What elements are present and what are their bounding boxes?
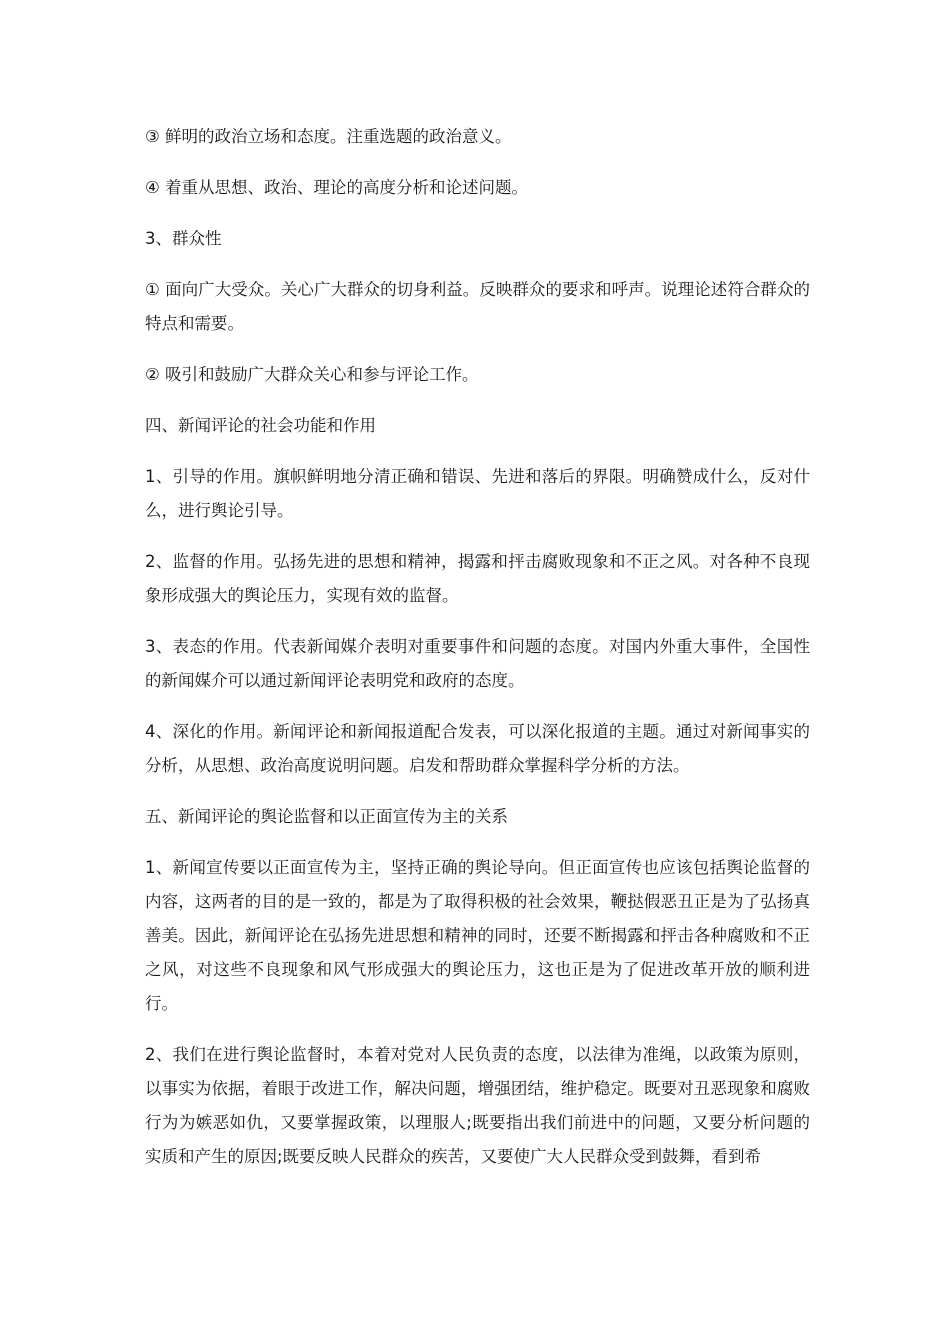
paragraph-10: 4、深化的作用。新闻评论和新闻报道配合发表，可以深化报道的主题。通过对新闻事实的分析，从思想、政治高度说明问题。启发和帮助群众掌握科学分析的方法。 bbox=[145, 722, 810, 775]
paragraph-4: ① 面向广大受众。关心广大群众的切身利益。反映群众的要求和呼声。说理论述符合群众的特点和需要。 bbox=[145, 280, 810, 333]
paragraph-7: 1、引导的作用。旗帜鲜明地分清正确和错误、先进和落后的界限。明确赞成什么，反对什么，进行舆论引导。 bbox=[145, 467, 810, 520]
paragraph-13: 2、我们在进行舆论监督时，本着对党对人民负责的态度，以法律为准绳，以政策为原则，以事实为依据，着眼于改进工作，解决问题，增强团结，维护稳定。既要对丑恶现象和腐败行为为嫉恶如仇，又要掌握政策，以理服人;既要指出我们前进中的问题，又要分析问题的实质和产生的原因;既要反映人民群众的疾苦，又要使广大人民群众受到鼓舞，看到希 bbox=[145, 1045, 810, 1166]
paragraph-9: 3、表态的作用。代表新闻媒介表明对重要事件和问题的态度。对国内外重大事件，全国性的新闻媒介可以通过新闻评论表明党和政府的态度。 bbox=[145, 637, 810, 690]
paragraph-12: 1、新闻宣传要以正面宣传为主，坚持正确的舆论导向。但正面宣传也应该包括舆论监督的内容，这两者的目的是一致的，都是为了取得积极的社会效果，鞭挞假恶丑正是为了弘扬真善美。因此，新闻评论在弘扬先进思想和精神的同时，还要不断揭露和抨击各种腐败和不正之风，对这些不良现象和风气形成强大的舆论压力，这也正是为了促进改革开放的顺利进行。 bbox=[145, 858, 810, 1013]
paragraph-2: ④ 着重从思想、政治、理论的高度分析和论述问题。 bbox=[145, 178, 529, 197]
section-heading-masses: 3、群众性 bbox=[145, 229, 222, 248]
section-heading-functions: 四、新闻评论的社会功能和作用 bbox=[145, 416, 376, 435]
section-heading-supervision: 五、新闻评论的舆论监督和以正面宣传为主的关系 bbox=[145, 807, 508, 826]
paragraph-1: ③ 鲜明的政治立场和态度。注重选题的政治意义。 bbox=[145, 127, 512, 146]
document-body bbox=[145, 120, 810, 1191]
paragraph-8: 2、监督的作用。弘扬先进的思想和精神，揭露和抨击腐败现象和不正之风。对各种不良现象形成强大的舆论压力，实现有效的监督。 bbox=[145, 552, 810, 605]
paragraph-5: ② 吸引和鼓励广大群众关心和参与评论工作。 bbox=[145, 365, 479, 384]
